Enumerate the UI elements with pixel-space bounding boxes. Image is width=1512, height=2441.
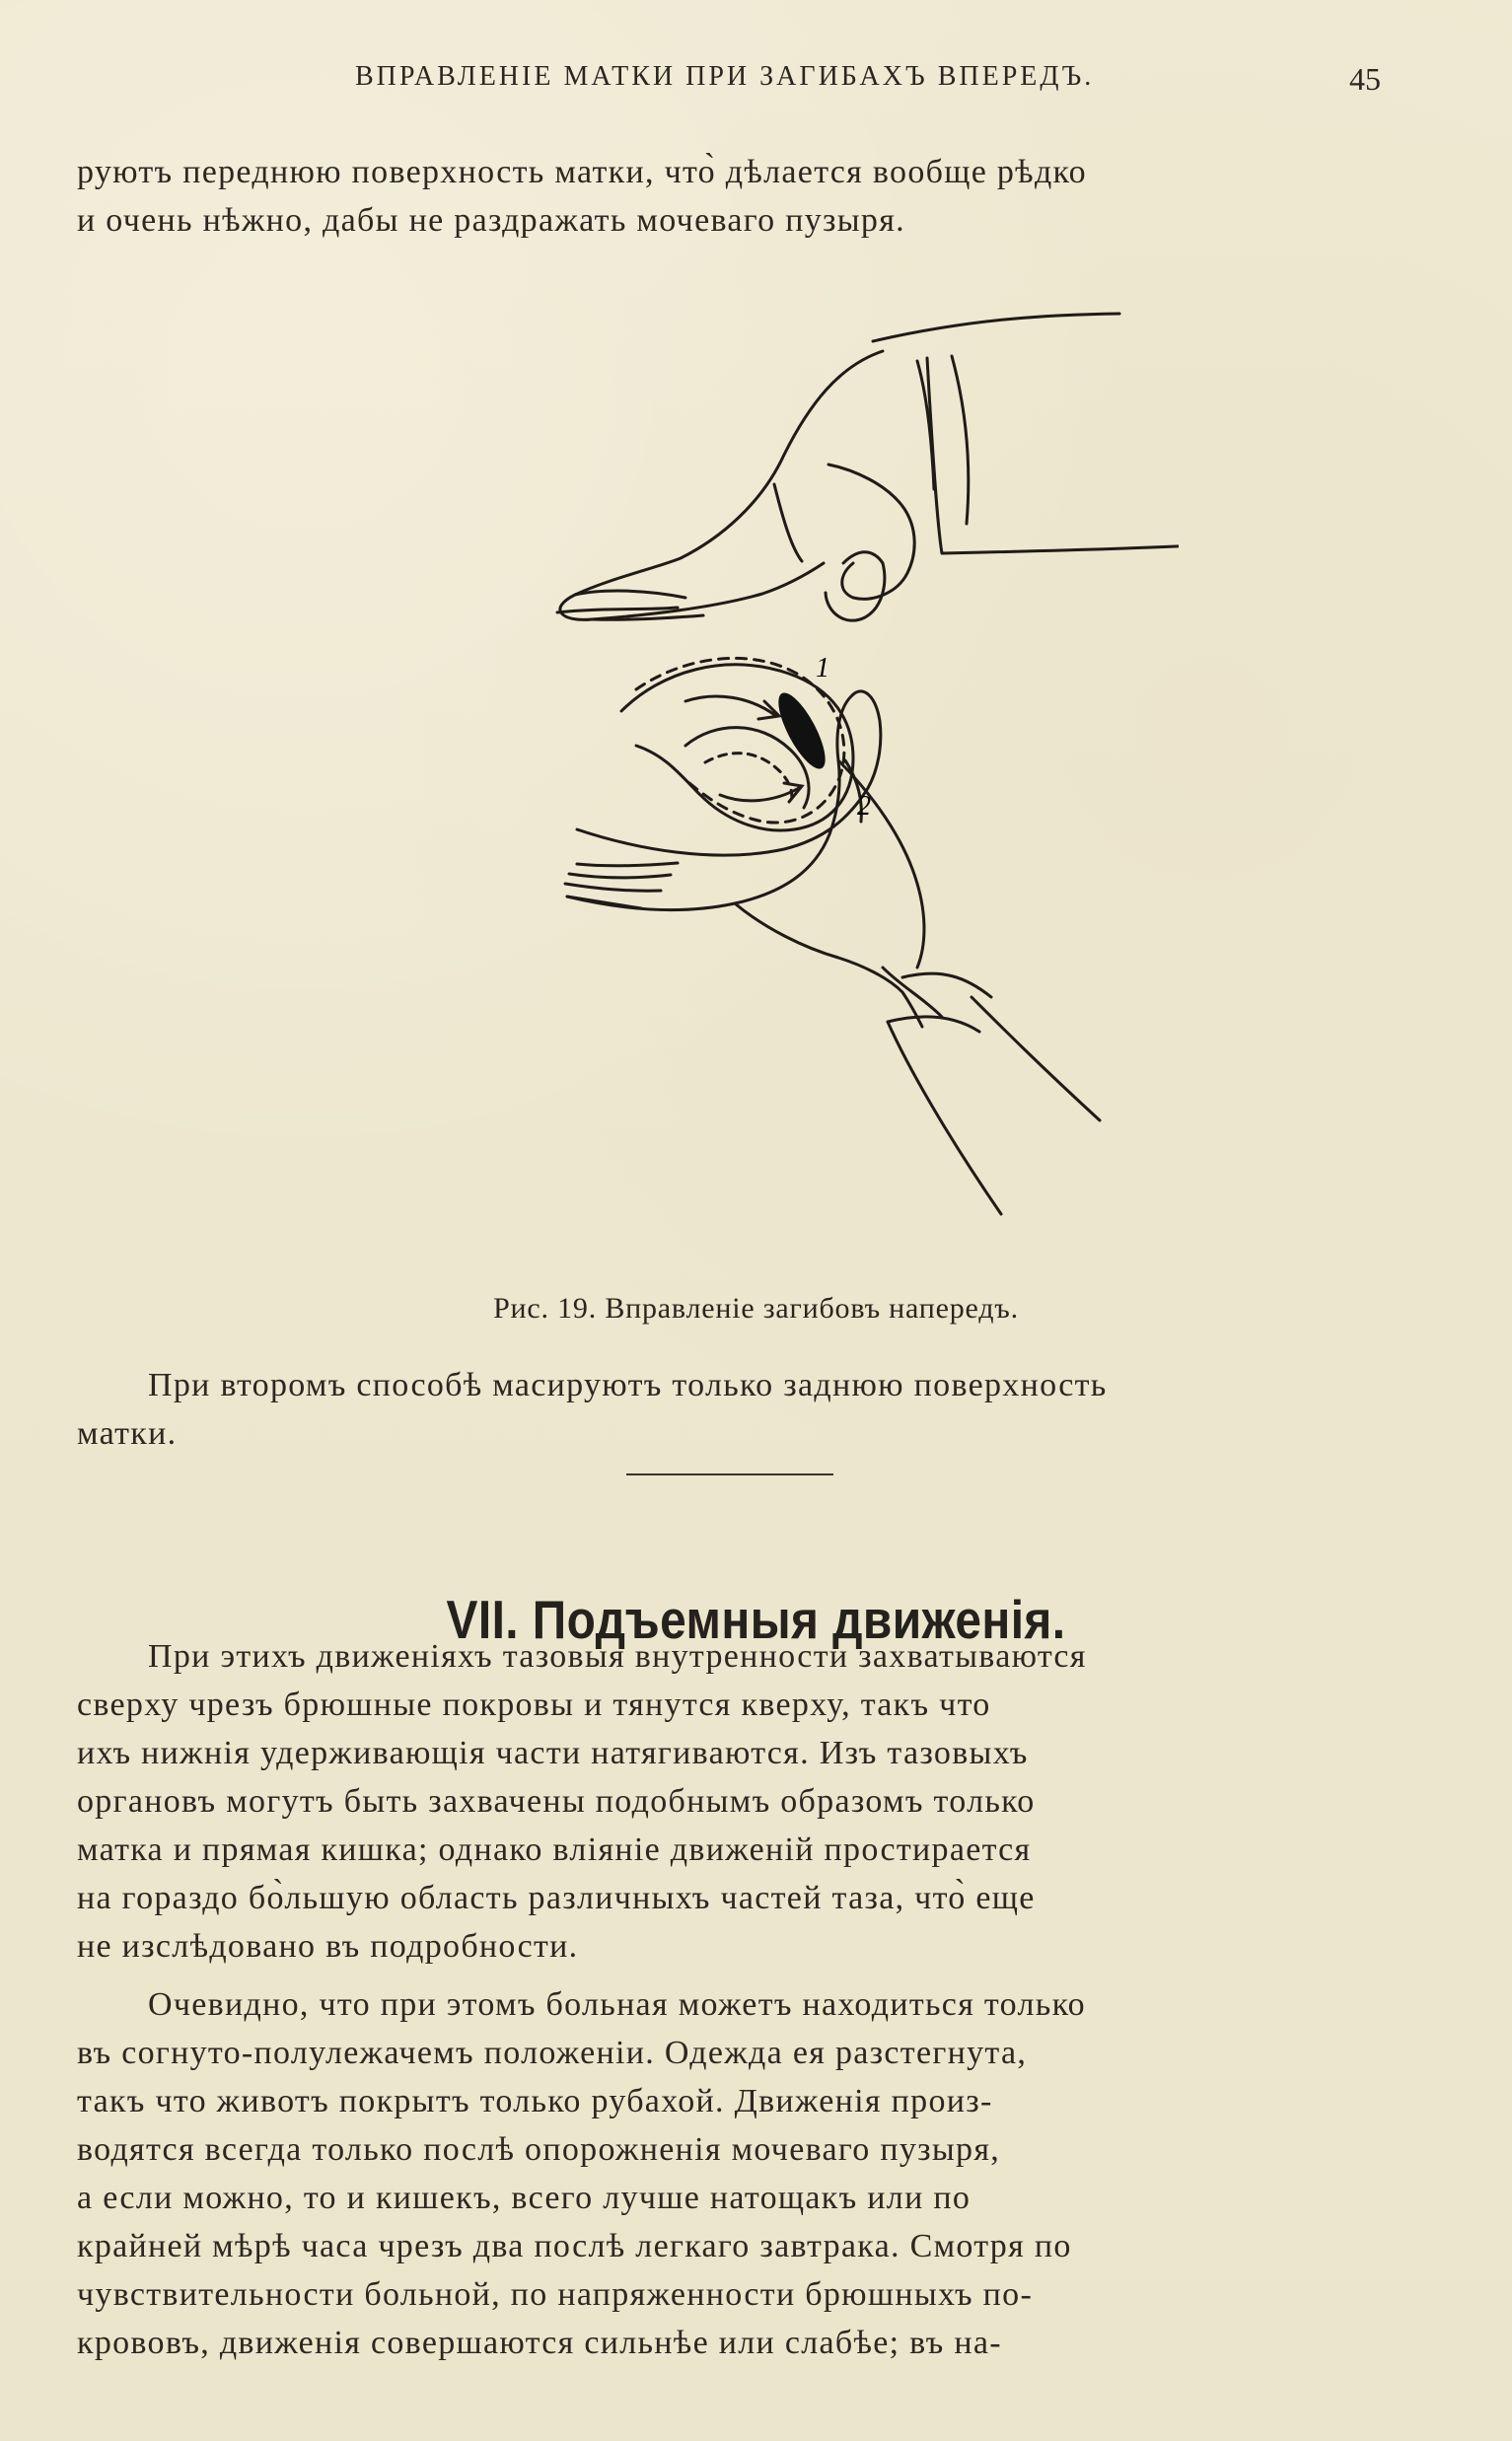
text-line: на гораздо бо̀льшую область различныхъ частей таза, что̀ еще [77,1880,1036,1916]
top-paragraph [77,148,1389,245]
text-line: сверху чрезъ брюшные покровы и тянутся кверху, такъ что [77,1687,991,1723]
text-line: водятся всегда только послѣ опорожненія мочеваго пузыря, [77,2131,1001,2168]
upper-hand-outline [560,351,883,619]
text-line: такъ что животъ покрытъ только рубахой. Движенія произ- [77,2083,993,2119]
hands-illustration [390,297,1179,1293]
text-line: въ согнуто-полулежачемъ положеніи. Одежда ея разстегнута, [77,2035,1028,2071]
lower-sleeve [883,968,1100,1214]
upper-palm [828,465,914,599]
section-heading: VII. Подъемныя движенія. [446,1588,1066,1650]
upper-cuff [917,356,969,524]
text-line: При этихъ движеніяхъ тазовыя внутренности захватываются [148,1638,1087,1675]
inner-dashed-curve [705,754,792,802]
after-figure-paragraph [77,1361,1389,1458]
text-line: и очень нѣжно, дабы не раздражать мочеваго пузыря. [77,202,905,239]
text-line: Очевидно, что при этомъ больная можетъ находиться только [148,1986,1086,2023]
figure-caption: Рис. 19. Вправленіе загибовъ напередъ. [493,1292,1019,1325]
section-body [77,1632,1389,2367]
upper-fingers [557,484,802,619]
text-line: крайней мѣрѣ часа чрезъ два послѣ легкаго завтрака. Смотря по [77,2228,1072,2264]
running-head [79,61,1381,105]
figure-label-2: 2 [857,791,871,822]
figure-label-1: 1 [816,653,829,683]
text-line: не изслѣдовано въ подробности. [77,1928,579,1965]
upper-thumb [826,552,885,620]
section-divider [626,1473,833,1475]
running-title: ВПРАВЛЕНІЕ МАТКИ ПРИ ЗАГИБАХЪ ВПЕРЕДЪ. [355,61,1095,92]
page-number: 45 [1349,61,1381,97]
text-line: ихъ нижнія удерживающія части натягиваются. Изъ тазовыхъ [77,1735,1029,1771]
text-line: матки. [77,1415,178,1452]
text-line: руютъ переднюю поверхность матки, что̀ дѣлается вообще рѣдко [77,154,1087,190]
arrow-2 [720,788,799,801]
arrow-1 [685,696,776,716]
text-line: органовъ могутъ быть захвачены подобнымъ образомъ только [77,1783,1036,1820]
upper-sleeve [873,314,1179,553]
text-line: При второмъ способѣ масируютъ только заднюю поверхность [148,1367,1108,1403]
text-line: а если можно, то и кишекъ, всего лучше натощакъ или по [77,2180,972,2216]
text-line: чувствительности больной, по напряженности брюшныхъ по- [77,2276,1034,2313]
text-line: матка и прямая кишка; однако вліяніе движеній простирается [77,1831,1032,1868]
text-line: крововъ, движенія совершаются сильнѣе или слабѣе; въ на- [77,2325,1002,2361]
hand-drawing-svg [390,297,1179,1293]
lower-fingers [565,863,678,908]
